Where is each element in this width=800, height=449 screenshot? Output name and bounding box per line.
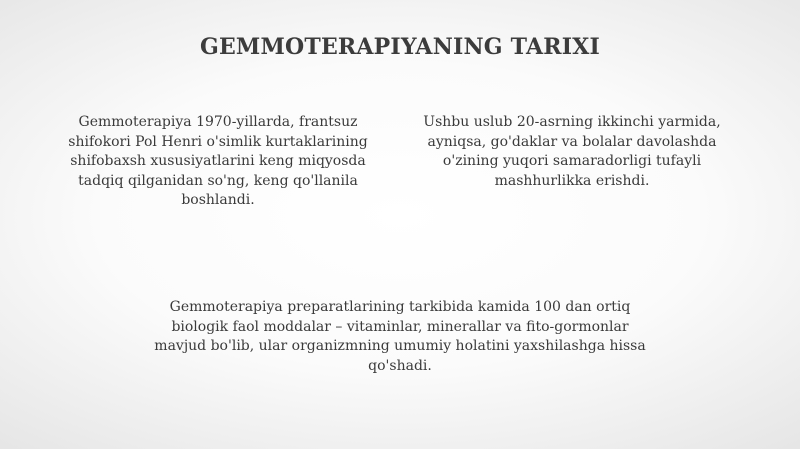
left-paragraph: Gemmoterapiya 1970-yillarda, frantsuz shifokori Pol Henri o'simlik kurtaklarining shifobaxsh xususiyatlarini keng miqyosda tadqiq qilganidan so'ng, keng qo'llanila boshlandi. <box>68 114 368 208</box>
slide-title: GEMMOTERAPIYANING TARIXI <box>199 34 601 60</box>
right-paragraph: Ushbu uslub 20-asrning ikkinchi yarmida, ayniqsa, go'daklar va bolalar davolashda o'zining yuqori samaradorligi tufayli mashhurlikka erishdi. <box>423 114 721 189</box>
bottom-paragraph: Gemmoterapiya preparatlarining tarkibida kamida 100 dan ortiq biologik faol moddalar – vitaminlar, minerallar va fito-gormonlar mavjud bo'lib, ular organizmning umumiy holatini yaxshilashga hissa qo'shadi. <box>154 299 646 374</box>
